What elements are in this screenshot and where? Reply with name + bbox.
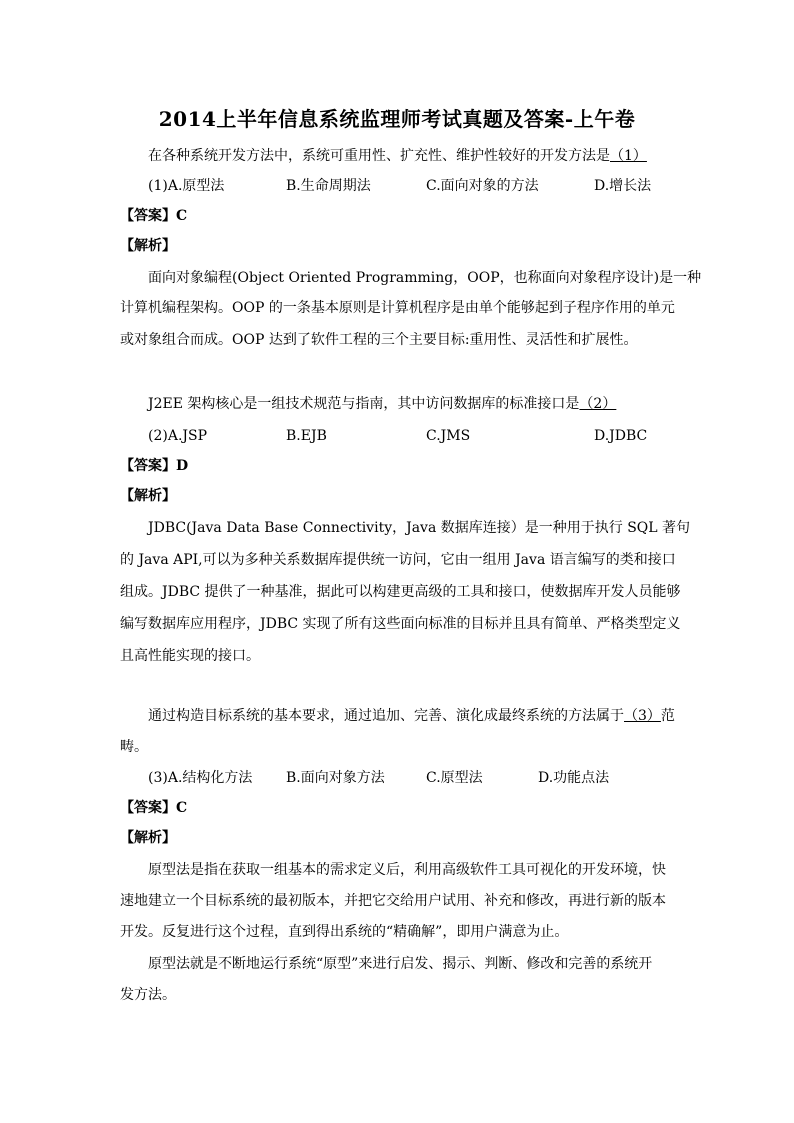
analysis-paragraph: 速地建立一个目标系统的最初版本，并把它交给用户试用、补充和修改，再进行新的版本 <box>120 893 666 909</box>
analysis-paragraph: 的 Java API,可以为多种关系数据库提供统一访问，它由一组用 Java 语言编写的类和接口 <box>120 552 676 568</box>
option-c: C.面向对象的方法 <box>426 178 539 194</box>
option-c: C.原型法 <box>426 770 483 786</box>
analysis-paragraph: 且高性能实现的接口。 <box>120 648 260 664</box>
question-3-blank: （3） <box>624 708 661 724</box>
question-1-blank: （1） <box>610 148 647 164</box>
question-3-stem-continued: 畴。 <box>120 739 148 755</box>
option-a: (2)A.JSP <box>148 428 208 444</box>
question-1-answer: 【答案】C <box>120 208 188 224</box>
analysis-paragraph: 计算机编程架构。OOP 的一条基本原则是计算机程序是由单个能够起到子程序作用的单元 <box>120 300 675 316</box>
option-b: B.面向对象方法 <box>286 770 385 786</box>
analysis-paragraph: 组成。JDBC 提供了一种基准，据此可以构建更高级的工具和接口，使数据库开发人员能够 <box>120 584 681 600</box>
option-a: (3)A.结构化方法 <box>148 770 253 786</box>
question-3-analysis-label: 【解析】 <box>120 830 176 846</box>
question-3-stem: 通过构造目标系统的基本要求，通过追加、完善、演化成最终系统的方法属于（3）范 <box>148 708 675 724</box>
option-c: C.JMS <box>426 428 471 444</box>
analysis-paragraph: 编写数据库应用程序，JDBC 实现了所有这些面向标准的目标并且具有简单、严格类型定义 <box>120 616 681 632</box>
analysis-paragraph: 面向对象编程(Object Oriented Programming，OOP，也称面向对象程序设计)是一种 <box>148 270 702 286</box>
analysis-paragraph: 原型法是指在获取一组基本的需求定义后，利用高级软件工具可视化的开发环境，快 <box>148 862 666 878</box>
analysis-paragraph: 原型法就是不断地运行系统“原型”来进行启发、揭示、判断、修改和完善的系统开 <box>148 956 653 972</box>
option-a: (1)A.原型法 <box>148 178 225 194</box>
question-2-blank: （2） <box>579 396 617 412</box>
question-3-answer: 【答案】C <box>120 800 188 816</box>
analysis-paragraph: JDBC(Java Data Base Connectivity，Java 数据库连接）是一种用于执行 SQL 著句 <box>148 520 691 536</box>
option-d: D.JDBC <box>594 428 648 444</box>
option-b: B.生命周期法 <box>286 178 371 194</box>
option-b: B.EJB <box>286 428 327 444</box>
question-2-answer: 【答案】D <box>120 458 189 474</box>
question-2-stem: J2EE 架构核心是一组技术规范与指南，其中访问数据库的标准接口是（2） <box>148 396 617 412</box>
question-1-analysis-label: 【解析】 <box>120 238 176 254</box>
option-d: D.功能点法 <box>538 770 610 786</box>
analysis-paragraph: 或对象组合而成。OOP 达到了软件工程的三个主要目标:重用性、灵活性和扩展性。 <box>120 332 638 348</box>
question-2-analysis-label: 【解析】 <box>120 488 176 504</box>
analysis-paragraph: 发方法。 <box>120 987 176 1003</box>
question-1-stem: 在各种系统开发方法中，系统可重用性、扩充性、维护性较好的开发方法是（1） <box>148 148 647 164</box>
document-title: 2014上半年信息系统监理师考试真题及答案-上午卷 <box>158 107 636 131</box>
analysis-paragraph: 开发。反复进行这个过程，直到得出系统的“精确解”，即用户满意为止。 <box>120 924 569 940</box>
option-d: D.增长法 <box>594 178 652 194</box>
